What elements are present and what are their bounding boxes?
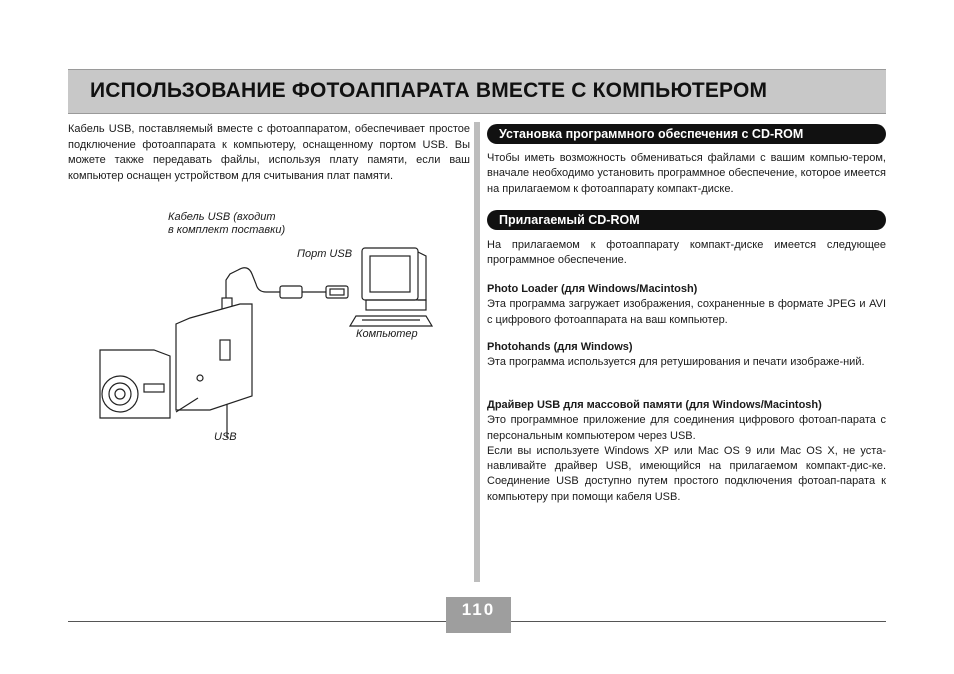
page-number: 110 <box>446 597 511 633</box>
software-name: Photo Loader (для Windows/Macintosh) <box>487 283 698 295</box>
computer-label: Компьютер <box>356 328 418 340</box>
section-heading-install: Установка программного обеспечения с CD-ROM <box>487 124 886 144</box>
section-heading-cdrom: Прилагаемый CD-ROM <box>487 210 886 230</box>
intro-paragraph: Кабель USB, поставляемый вместе с фотоаппаратом, обеспечивает простое подключение фотоаппарата к компьютеру, оснащенному портом USB. Вы можете также передавать файлы, используя плату памяти, если ваш компьютер оснащен устройством для считывания плат памяти. <box>68 123 470 182</box>
software-item <box>487 282 886 328</box>
software-desc: Это программное приложение для соединения цифрового фотоап-парата с персональным компьютером через USB. <box>487 414 886 442</box>
software-desc: Эта программа используется для ретуширования и печати изображе-ний. <box>487 356 865 369</box>
column-divider <box>474 122 480 582</box>
software-desc: Эта программа загружает изображения, сохраненные в формате JPEG и AVI с цифрового фотоаппарата на ваш компьютер. <box>487 298 886 326</box>
software-desc-extra: Если вы используете Windows XP или Mac OS 9 или Mac OS X, не уста-навливайте драйвер USB, имеющийся на прилагаемом компакт-дис-ке. Соединение USB доступно путем простого подключения фотоап-парата к компьютеру при помощи кабеля USB. <box>487 444 886 503</box>
software-name: Photohands (для Windows) <box>487 341 633 353</box>
title-bar <box>68 69 886 114</box>
keyboard-icon <box>350 316 432 326</box>
cable-label-line2: в комплект поставки) <box>168 224 286 236</box>
cdrom-intro: На прилагаемом к фотоаппарату компакт-диске имеется следующее программное обеспечение. <box>487 239 886 267</box>
install-paragraph: Чтобы иметь возможность обмениваться файлами с вашим компью-тером, вначале необходимо установить программное обеспечение, которое имеется на прилагаемом к фотоаппарату компакт-диске. <box>487 152 886 195</box>
cable-label <box>168 211 285 237</box>
cable-label-line1: Кабель USB (входит <box>168 211 276 223</box>
port-label: Порт USB <box>297 248 353 260</box>
usb-plug-icon <box>326 286 348 298</box>
software-item <box>487 398 886 505</box>
camera-panel <box>176 304 252 410</box>
software-item <box>487 340 886 371</box>
software-name: Драйвер USB для массовой памяти (для Windows/Macintosh) <box>487 399 822 411</box>
page-title: ИСПОЛЬЗОВАНИЕ ФОТОАППАРАТА ВМЕСТЕ С КОМПЬЮТЕРОМ <box>90 79 768 102</box>
usb-label: USB <box>214 431 237 443</box>
